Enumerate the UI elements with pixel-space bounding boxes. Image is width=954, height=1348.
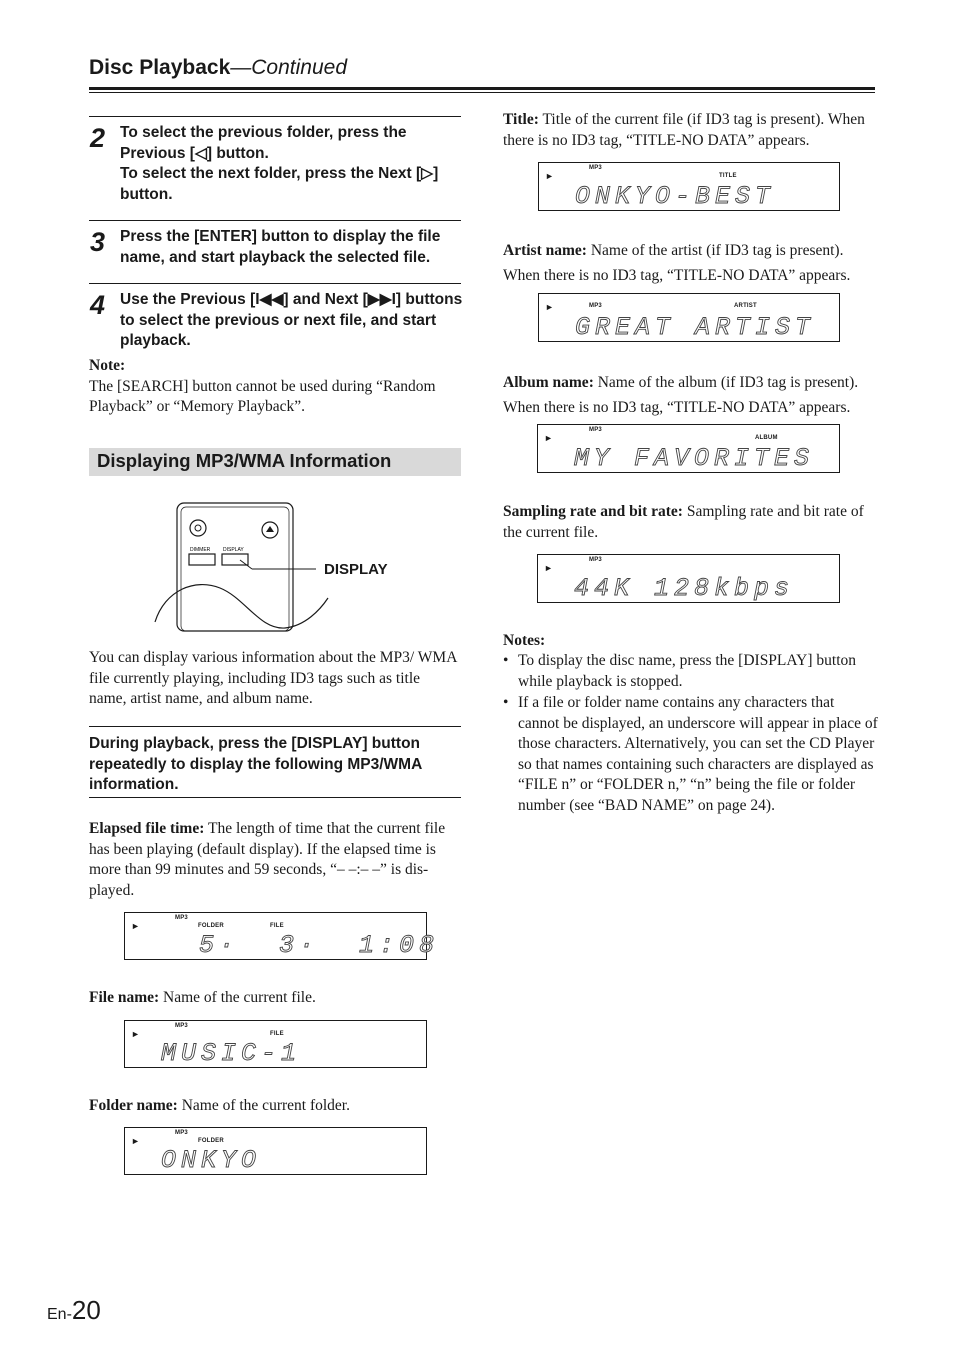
note-block	[89, 356, 461, 418]
display-label: DISPLAY	[223, 547, 244, 553]
step-4-text	[120, 290, 465, 352]
notes-bullet	[503, 693, 878, 816]
elapsed-description	[89, 819, 461, 901]
file-term: File name:	[89, 989, 160, 1006]
display-sampling	[537, 554, 840, 603]
dimmer-button-icon	[189, 554, 215, 565]
segment-text: MUSIC-1	[161, 1039, 302, 1068]
bullet-text: To display the disc name, press the [DISPLAY] button while playback is stopped.	[518, 652, 857, 690]
segment-text: 44K 128kbps	[574, 574, 795, 603]
sampling-description	[503, 502, 877, 543]
step-line: To select the next folder, press the Next [▷] button.	[120, 165, 439, 203]
elapsed-text: The length of time that the current file has been playing (default display). If the elapsed time is more than 99 minutes and 59 seconds, “– –:– –” is dis-played.	[89, 820, 446, 899]
page-number-value: 20	[71, 1295, 101, 1325]
step-number: 3	[90, 227, 106, 257]
step-divider	[89, 220, 461, 221]
note-text: The [SEARCH] button cannot be used during “Random Playback” or “Memory Playback”.	[89, 377, 436, 415]
mp3-indicator: MP3	[589, 165, 602, 171]
display-folder	[124, 1127, 427, 1175]
album-indicator: ALBUM	[755, 435, 778, 441]
notes-heading	[503, 631, 877, 652]
display-elapsed	[124, 912, 440, 960]
intro-text: You can display various information about the MP3/ WMA file currently playing, including ID3 tags such as title name, artist name, and album name.	[89, 649, 457, 707]
mp3-indicator: MP3	[175, 1130, 188, 1136]
header-continued: —Continued	[230, 56, 348, 79]
header-rule	[89, 87, 875, 90]
display-album	[537, 424, 840, 473]
step-divider	[89, 116, 461, 117]
play-icon: ►	[545, 171, 554, 181]
step-2-text	[120, 123, 465, 205]
sampling-text: Sampling rate and bit rate of the current file.	[503, 503, 864, 541]
display-file	[124, 1020, 427, 1068]
file-text: Name of the current file.	[159, 989, 316, 1006]
step-line: Use the Previous [I◀◀] and Next [▶▶I] buttons to select the previous or next file, and start playback.	[120, 291, 463, 349]
bullet-dot: •	[503, 694, 509, 711]
segment-text: ONKYO	[161, 1146, 262, 1175]
folder-term: Folder name:	[89, 1097, 178, 1114]
segment-text: 5· 3· 1:08	[199, 931, 440, 960]
play-icon: ►	[544, 563, 553, 573]
segment-text: ONKYO-BEST	[575, 182, 776, 211]
file-description	[89, 988, 461, 1009]
instruction-text: During playback, press the [DISPLAY] button repeatedly to display the following MP3/WMA information.	[89, 735, 422, 793]
artist-indicator: ARTIST	[734, 303, 757, 309]
step-3-text	[120, 227, 465, 268]
display-title	[538, 162, 840, 211]
instruction-rule-bottom	[89, 797, 461, 798]
segment-text: GREAT ARTIST	[575, 313, 816, 342]
page-prefix: En-	[47, 1306, 72, 1323]
mp3-indicator: MP3	[589, 303, 602, 309]
album-description	[503, 370, 877, 420]
artist-description	[503, 238, 877, 288]
segment-text: MY FAVORITES	[574, 444, 815, 473]
step-number: 2	[90, 123, 106, 153]
play-icon: ►	[545, 302, 554, 312]
step-line: To select the previous folder, press the Previous [◁] button.	[120, 124, 407, 162]
instruction-rule-top	[89, 726, 461, 727]
step-line: Press the [ENTER] button to display the file name, and start playback the selected file.	[120, 228, 441, 266]
artist-text: Name of the artist (if ID3 tag is present). When there is no ID3 tag, “TITLE-NO DATA” appears.	[503, 242, 851, 284]
title-text: Title of the current file (if ID3 tag is present). When there is no ID3 tag, “TITLE-NO DATA” appears.	[503, 111, 865, 149]
album-text: Name of the album (if ID3 tag is present). When there is no ID3 tag, “TITLE-NO DATA” appears.	[503, 374, 859, 416]
notes-heading-text: Notes:	[503, 632, 546, 649]
title-indicator: TITLE	[719, 173, 737, 179]
mp3-indicator: MP3	[175, 915, 188, 921]
header-title: Disc Playback	[89, 56, 231, 79]
power-button-icon	[190, 520, 206, 536]
section-title: Displaying MP3/WMA Information	[97, 450, 392, 471]
elapsed-term: Elapsed file time:	[89, 820, 205, 837]
page-header	[89, 56, 347, 80]
mp3-indicator: MP3	[589, 557, 602, 563]
title-term: Title:	[503, 111, 539, 128]
bullet-text: If a file or folder name contains any characters that cannot be displayed, an underscore will appear in place of those characters. Alternatively, you can set the CD Player so that names containing such characters are displayed as “FILE n” or “FOLDER n,” “n” being the file or folder number (see “BAD NAME” on page 24).	[518, 694, 878, 814]
album-term: Album name:	[503, 374, 594, 391]
mp3-indicator: MP3	[589, 427, 602, 433]
file-indicator: FILE	[270, 923, 284, 929]
display-callout: DISPLAY	[324, 561, 388, 578]
play-icon: ►	[131, 1136, 140, 1146]
folder-text: Name of the current folder.	[177, 1097, 350, 1114]
step-divider	[89, 283, 461, 284]
mp3-indicator: MP3	[175, 1023, 188, 1029]
folder-indicator: FOLDER	[198, 1138, 224, 1144]
display-artist	[538, 293, 840, 342]
play-icon: ►	[131, 1029, 140, 1039]
dimmer-label: DIMMER	[190, 547, 211, 553]
title-description	[503, 110, 877, 151]
folder-indicator: FOLDER	[198, 923, 224, 929]
page-number	[47, 1295, 101, 1326]
notes-bullet	[503, 651, 878, 692]
artist-term: Artist name:	[503, 242, 587, 259]
folder-description	[89, 1096, 461, 1117]
play-icon: ►	[131, 921, 140, 931]
step-number: 4	[90, 290, 106, 320]
header-rule-thin	[89, 92, 875, 93]
note-heading: Note:	[89, 357, 126, 374]
bullet-dot: •	[503, 652, 509, 669]
sampling-term: Sampling rate and bit rate:	[503, 503, 683, 520]
play-icon: ►	[544, 433, 553, 443]
file-indicator: FILE	[270, 1031, 284, 1037]
